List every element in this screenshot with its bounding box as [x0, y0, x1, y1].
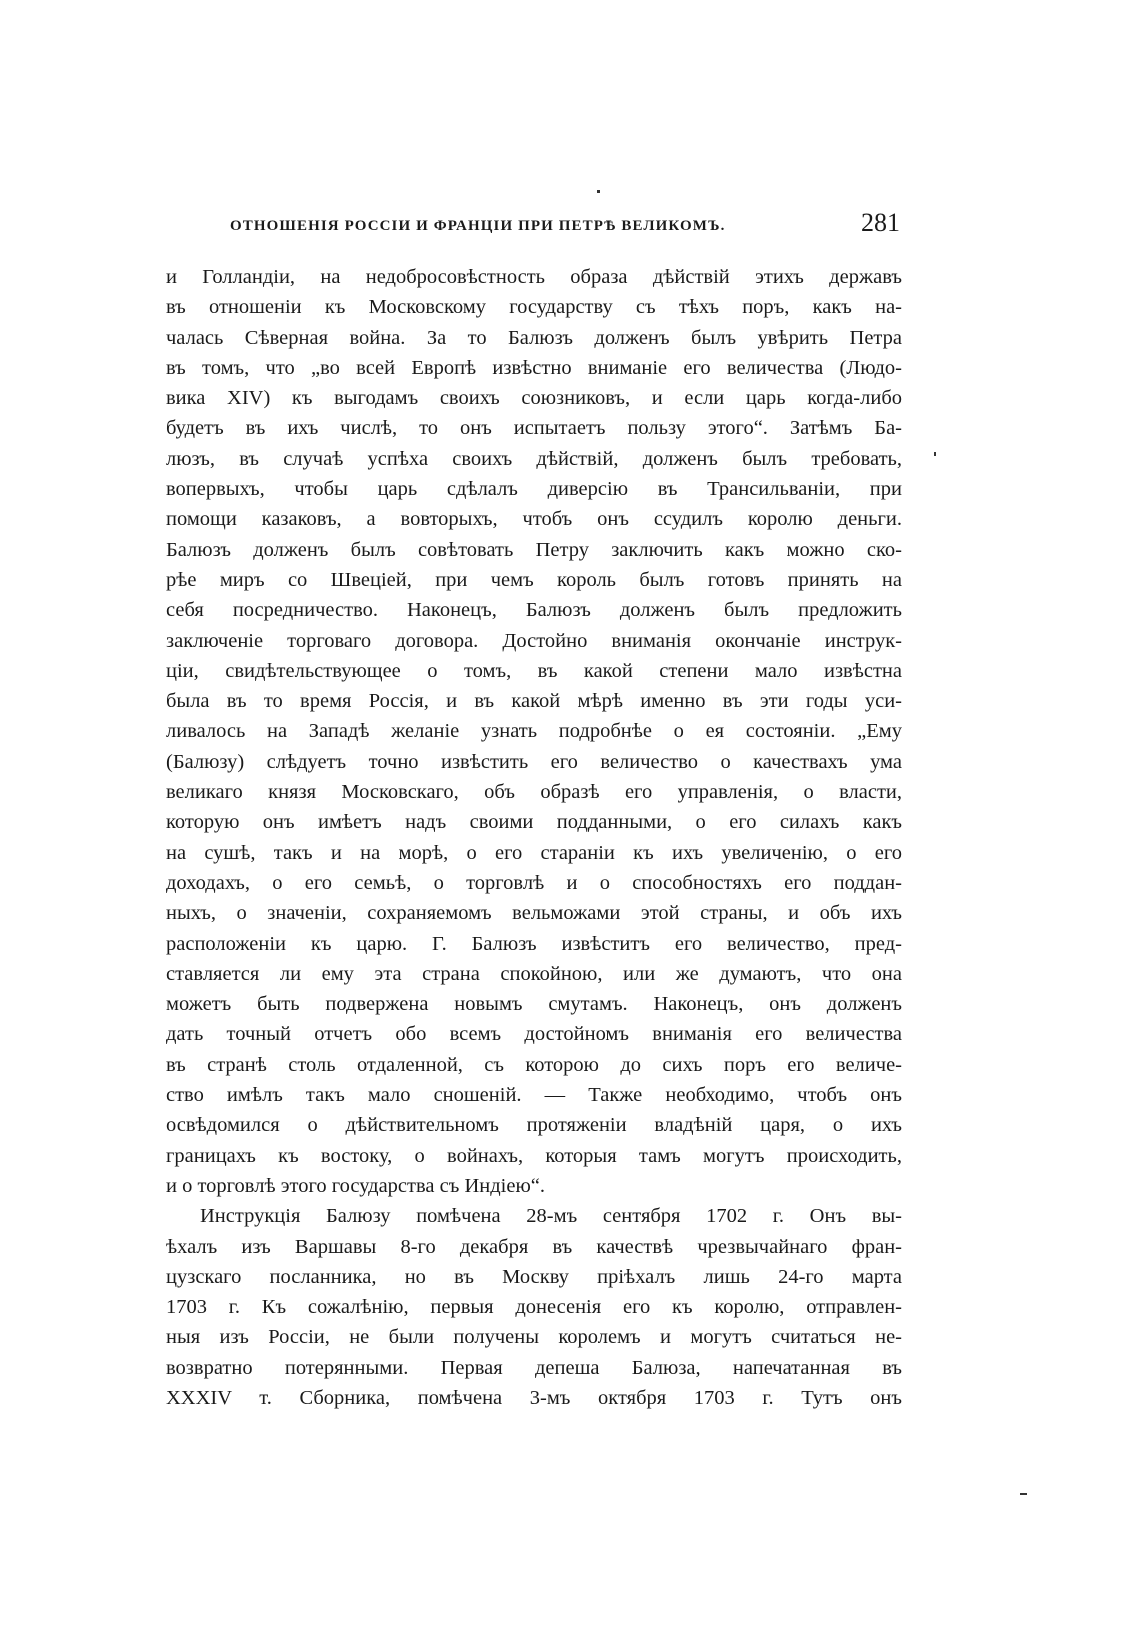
text-line: ставляется ли ему эта страна спокойною, или же думаютъ, что она [166, 962, 902, 985]
text-line: можетъ быть подвержена новымъ смутамъ. Наконецъ, онъ долженъ [166, 993, 902, 1016]
text-line: освѣдомился о дѣйствительномъ протяженіи владѣній царя, о ихъ [166, 1114, 902, 1137]
text-line: была въ то время Россія, и въ какой мѣрѣ именно въ эти годы уси- [166, 690, 902, 713]
text-line: въ странѣ столь отдаленной, съ которою до сихъ поръ его величе- [166, 1053, 902, 1076]
text-line: на сушѣ, такъ и на морѣ, о его стараніи къ ихъ увеличенію, о его [166, 841, 902, 864]
text-line: рѣе миръ со Швеціей, при чемъ король былъ готовъ принять на [166, 568, 902, 591]
text-line: 1703 г. Къ сожалѣнію, первыя донесенія его къ королю, отправлен- [166, 1296, 902, 1319]
paragraph-start-line: Инструкція Балюзу помѣчена 28-мъ сентября 1702 г. Онъ вы- [200, 1205, 902, 1228]
text-line: ныхъ, о значеніи, сохраняемомъ вельможами этой страны, и объ ихъ [166, 902, 902, 925]
text-line: ство имѣлъ такъ мало сношеній. — Также необходимо, чтобъ онъ [166, 1084, 902, 1107]
text-line: цузскаго посланника, но въ Москву пріѣхалъ лишь 24-го марта [166, 1265, 902, 1288]
running-head: ОТНОШЕНІЯ РОССІИ И ФРАНЦІИ ПРИ ПЕТРѢ ВЕЛИКОМЪ. [230, 218, 726, 234]
text-line: XXXIV т. Сборника, помѣчена 3-мъ октября 1703 г. Тутъ онъ [166, 1386, 902, 1409]
text-line: будетъ въ ихъ числѣ, то онъ испытаетъ пользу этого“. Затѣмъ Ба- [166, 417, 902, 440]
text-line: границахъ къ востоку, о войнахъ, которыя тамъ могутъ происходить, [166, 1144, 902, 1167]
scan-speck [597, 190, 600, 193]
text-line: и Голландіи, на недобросовѣстность образа дѣйствій этихъ державъ [166, 266, 902, 288]
page-header [230, 208, 900, 248]
text-line: Балюзъ долженъ былъ совѣтовать Петру заключить какъ можно ско- [166, 538, 902, 561]
text-line: расположеніи къ царю. Г. Балюзъ извѣститъ его величество, пред- [166, 932, 902, 955]
body-text [166, 262, 902, 1413]
text-line: ѣхалъ изъ Варшавы 8-го декабря въ качествѣ чрезвычайнаго фран- [166, 1235, 902, 1258]
text-line: вопервыхъ, чтобы царь сдѣлалъ диверсію въ Трансильваніи, при [166, 478, 902, 501]
text-line: ціи, свидѣтельствующее о томъ, въ какой степени мало извѣстна [166, 659, 902, 682]
scan-speck [1020, 1493, 1027, 1495]
text-line: чалась Сѣверная война. За то Балюзъ долженъ былъ увѣрить Петра [166, 326, 902, 349]
text-line: доходахъ, о его семьѣ, о торговлѣ и о способностяхъ его поддан- [166, 871, 902, 894]
text-line: великаго князя Московскаго, объ образѣ его управленія, о власти, [166, 781, 902, 804]
paragraph-end-line: и о торговлѣ этого государства съ Индіею“. [166, 1174, 545, 1197]
page-number: 281 [861, 208, 900, 237]
text-line: вика XIV) къ выгодамъ своихъ союзниковъ, и если царь когда-либо [166, 387, 902, 410]
text-line: люзъ, въ случаѣ успѣха своихъ дѣйствій, долженъ былъ требовать, [166, 447, 902, 470]
text-line: въ томъ, что „во всей Европѣ извѣстно вниманіе его величества (Людо- [166, 356, 902, 379]
text-line: дать точный отчетъ обо всемъ достойномъ вниманія его величества [166, 1023, 902, 1046]
text-line: (Балюзу) слѣдуетъ точно извѣстить его величество о качествахъ ума [166, 750, 902, 773]
text-line: заключеніе торговаго договора. Достойно вниманія окончаніе инструк- [166, 629, 902, 652]
text-line: которую онъ имѣетъ надъ своими подданными, о его силахъ какъ [166, 811, 902, 834]
text-line: ныя изъ Россіи, не были получены королемъ и могутъ считаться не- [166, 1326, 902, 1349]
text-line: ливалось на Западѣ желаніе узнать подробнѣе о ея состояніи. „Ему [166, 720, 902, 743]
text-line: помощи казаковъ, а вовторыхъ, чтобъ онъ ссудилъ королю деньги. [166, 508, 902, 531]
scan-speck [934, 452, 936, 456]
text-line: въ отношеніи къ Московскому государству съ тѣхъ поръ, какъ на- [166, 296, 902, 319]
text-line: возвратно потерянными. Первая депеша Балюза, напечатанная въ [166, 1356, 902, 1379]
text-line: себя посредничество. Наконецъ, Балюзъ долженъ былъ предложить [166, 599, 902, 622]
